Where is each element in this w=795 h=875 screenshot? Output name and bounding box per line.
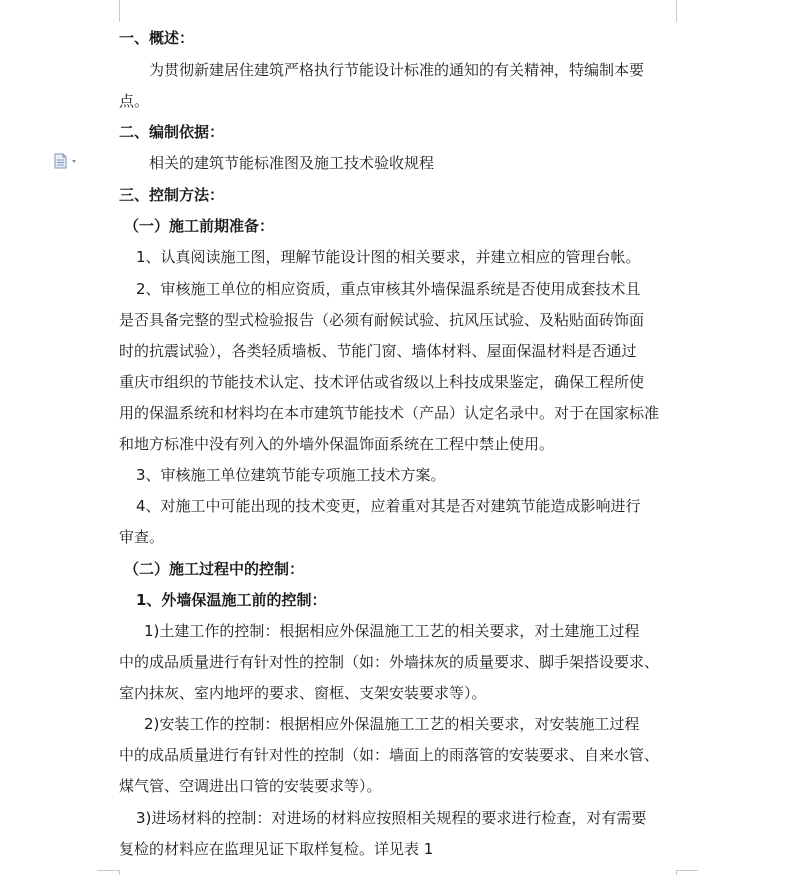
paragraph-line: 1、认真阅读施工图，理解节能设计图的相关要求，并建立相应的管理台帐。 [136,248,641,266]
crop-mark-bottom-right [676,870,698,871]
crop-mark-bottom-left-v [119,870,120,875]
paragraph-line: 3)进场材料的控制：对进场的材料应按照相关规程的要求进行检查，对有需要 [136,809,647,827]
paragraph-line: 为贯彻新建居住建筑严格执行节能设计标准的通知的有关精神，特编制本要 [149,61,645,79]
paragraph-line: 1)土建工作的控制：根据相应外保温施工工艺的相关要求，对土建施工过程 [144,622,640,640]
paragraph-line: 3、审核施工单位建筑节能专项施工技术方案。 [136,466,446,484]
heading-basis: 二、编制依据： [119,123,225,141]
paragraph-line: 重庆市组织的节能技术认定、技术评估或省级以上科技成果鉴定，确保工程所使 [119,373,645,391]
subheading-pre-insulation: 1、外墙保温施工前的控制： [136,591,327,609]
paragraph-line: 审查。 [119,528,165,546]
paragraph-line: 复检的材料应在监理见证下取样复检。详见表 1 [119,840,434,858]
crop-mark-top-right [676,0,677,22]
heading-overview: 一、概述： [119,29,195,47]
subheading-construction-control: （二）施工过程中的控制： [124,560,305,578]
paragraph-line: 室内抹灰、室内地坪的要求、窗框、支架安装要求等）。 [119,684,487,702]
paragraph-line: 用的保温系统和材料均在本市建筑节能技术（产品）认定名录中。对于在国家标准 [119,404,660,422]
paragraph-line: 和地方标准中没有列入的外墙外保温饰面系统在工程中禁止使用。 [119,435,555,453]
paragraph-line: 是否具备完整的型式检验报告（必须有耐候试验、抗风压试验、及粘贴面砖饰面 [119,311,645,329]
document-icon-svg [53,153,79,169]
paragraph-line: 相关的建筑节能标准图及施工技术验收规程 [149,154,435,172]
document-icon[interactable] [53,153,79,169]
paragraph-line: 中的成品质量进行有针对性的控制（如：墙面上的雨落管的安装要求、自来水管、 [119,746,660,764]
paragraph-line: 点。 [119,92,150,110]
paragraph-line: 2、审核施工单位的相应资质，重点审核其外墙保温系统是否使用成套技术且 [136,280,641,298]
paragraph-line: 2)安装工作的控制：根据相应外保温施工工艺的相关要求，对安装施工过程 [144,715,640,733]
crop-mark-bottom-right-v [676,870,677,875]
paragraph-line: 4、对施工中可能出现的技术变更，应着重对其是否对建筑节能造成影响进行 [136,497,641,515]
subheading-preparation: （一）施工前期准备： [124,217,275,235]
crop-mark-bottom-left [97,870,119,871]
paragraph-line: 煤气管、空调进出口管的安装要求等）。 [119,777,382,795]
paragraph-line: 时的抗震试验），各类轻质墙板、节能门窗、墙体材料、屋面保温材料是否通过 [119,342,637,360]
crop-mark-top-left [119,0,120,22]
paragraph-line: 中的成品质量进行有针对性的控制（如：外墙抹灰的质量要求、脚手架搭设要求、 [119,653,660,671]
heading-control-method: 三、控制方法： [119,186,225,204]
